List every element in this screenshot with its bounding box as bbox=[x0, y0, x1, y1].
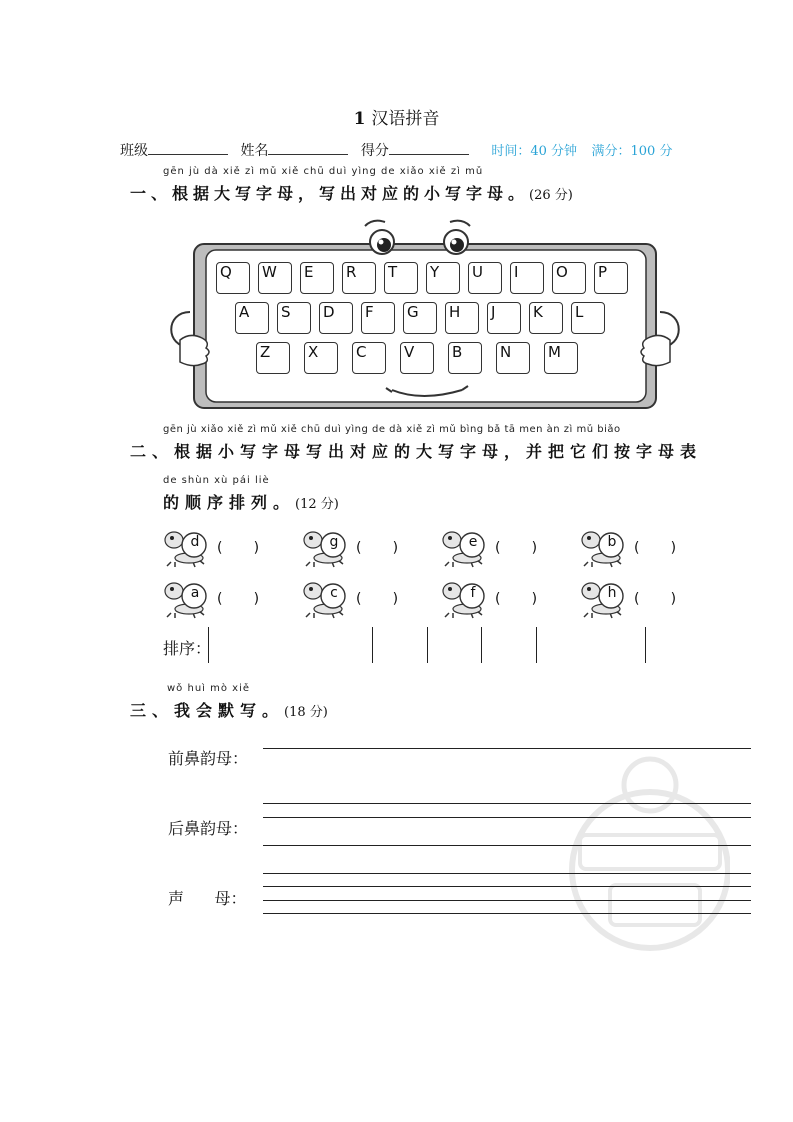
key-m: M bbox=[544, 342, 578, 374]
sort-divider bbox=[372, 627, 373, 663]
key-r: R bbox=[342, 262, 376, 294]
score-label: 得分 bbox=[360, 143, 389, 159]
label-front-nasal: 前鼻韵母： bbox=[168, 749, 249, 768]
write-line-front[interactable] bbox=[263, 748, 751, 749]
turtle-icon bbox=[302, 526, 346, 568]
turtle-icon bbox=[580, 526, 624, 568]
title-text: 汉语拼音 bbox=[371, 109, 440, 129]
sort-divider bbox=[427, 627, 428, 663]
answer-blank[interactable]: ( ) bbox=[356, 591, 399, 607]
name-field[interactable] bbox=[268, 140, 348, 155]
turtle-icon bbox=[441, 526, 485, 568]
q2-pinyin-1: gēn jù xiǎo xiě zì mǔ xiě chū duì yìng de dà xiě zì mǔ bìng bǎ tā men àn zì mǔ biǎo bbox=[163, 424, 621, 435]
page-title bbox=[0, 104, 793, 129]
watermark-logo-icon bbox=[560, 740, 730, 970]
sort-divider bbox=[536, 627, 537, 663]
keyboard-illustration bbox=[160, 212, 690, 412]
q3-pinyin: wǒ huì mò xiě bbox=[167, 683, 250, 694]
key-t: T bbox=[384, 262, 418, 294]
key-j: J bbox=[487, 302, 521, 334]
answer-blank[interactable]: ( ) bbox=[217, 540, 260, 556]
sort-divider bbox=[645, 627, 646, 663]
key-x: X bbox=[304, 342, 338, 374]
key-c: C bbox=[352, 342, 386, 374]
key-o: O bbox=[552, 262, 586, 294]
sort-label: 排序： bbox=[163, 639, 212, 658]
key-v: V bbox=[400, 342, 434, 374]
answer-blank[interactable]: ( ) bbox=[356, 540, 399, 556]
turtle-letter: c bbox=[330, 585, 338, 601]
class-label: 班级 bbox=[120, 143, 148, 159]
key-z: Z bbox=[256, 342, 290, 374]
score-field[interactable] bbox=[389, 140, 469, 155]
key-u: U bbox=[468, 262, 502, 294]
answer-blank[interactable]: ( ) bbox=[217, 591, 260, 607]
answer-blank[interactable]: ( ) bbox=[634, 591, 677, 607]
q1-pinyin: gēn jù dà xiě zì mǔ xiě chū duì yìng de xiǎo xiě zì mǔ bbox=[163, 166, 484, 177]
key-n: N bbox=[496, 342, 530, 374]
key-w: W bbox=[258, 262, 292, 294]
turtle-icon bbox=[302, 577, 346, 619]
key-e: E bbox=[300, 262, 334, 294]
key-f: F bbox=[361, 302, 395, 334]
key-h: H bbox=[445, 302, 479, 334]
answer-blank[interactable]: ( ) bbox=[634, 540, 677, 556]
turtle-icon bbox=[580, 577, 624, 619]
turtle-letter: b bbox=[607, 534, 617, 550]
key-q: Q bbox=[216, 262, 250, 294]
key-k: K bbox=[529, 302, 563, 334]
turtle-letter: e bbox=[468, 534, 478, 550]
info-line bbox=[120, 140, 672, 160]
q2-text-2-main: 的顺序排列。 bbox=[163, 493, 296, 512]
key-a: A bbox=[235, 302, 269, 334]
q3-points: (18 分) bbox=[284, 705, 328, 720]
q3-text bbox=[130, 698, 328, 721]
sort-divider bbox=[481, 627, 482, 663]
sort-divider bbox=[208, 627, 209, 663]
class-field[interactable] bbox=[148, 140, 228, 155]
name-label: 姓名 bbox=[240, 143, 269, 159]
q2-points: (12 分) bbox=[295, 497, 339, 512]
title-number: 1 bbox=[353, 109, 366, 129]
turtle-letter: h bbox=[607, 585, 617, 601]
turtle-letter: a bbox=[190, 585, 200, 601]
q2-text-1: 二、根据小写字母写出对应的大写字母，并把它们按字母表 bbox=[130, 442, 703, 461]
write-line-initials[interactable] bbox=[263, 873, 751, 874]
turtle-letter: f bbox=[470, 585, 476, 601]
turtle-icon bbox=[163, 577, 207, 619]
key-d: D bbox=[319, 302, 353, 334]
time-limit: 时间：40 分钟 bbox=[491, 144, 578, 159]
q3-text-main: 三、我会默写。 bbox=[130, 701, 285, 720]
key-l: L bbox=[571, 302, 605, 334]
write-line-back[interactable] bbox=[263, 845, 751, 846]
answer-blank[interactable]: ( ) bbox=[495, 540, 538, 556]
write-line-back[interactable] bbox=[263, 817, 751, 818]
key-i: I bbox=[510, 262, 544, 294]
turtle-icon bbox=[163, 526, 207, 568]
q1-text bbox=[130, 181, 573, 204]
key-g: G bbox=[403, 302, 437, 334]
key-s: S bbox=[277, 302, 311, 334]
key-y: Y bbox=[426, 262, 460, 294]
key-p: P bbox=[594, 262, 628, 294]
full-score: 满分：100 分 bbox=[591, 144, 673, 159]
q2-pinyin-2: de shùn xù pái liè bbox=[163, 475, 270, 486]
q2-text-2 bbox=[163, 490, 339, 513]
answer-blank[interactable]: ( ) bbox=[495, 591, 538, 607]
q1-points: (26 分) bbox=[529, 188, 573, 203]
write-line-initials[interactable] bbox=[263, 886, 751, 887]
label-initials: 声 母： bbox=[168, 889, 247, 908]
turtle-icon bbox=[441, 577, 485, 619]
write-line-initials[interactable] bbox=[263, 913, 751, 914]
write-line-back[interactable] bbox=[263, 803, 751, 804]
label-back-nasal: 后鼻韵母： bbox=[168, 819, 249, 838]
q1-text-main: 一、根据大写字母，写出对应的小写字母。 bbox=[130, 184, 530, 203]
turtle-letter: g bbox=[329, 534, 339, 550]
write-line-initials[interactable] bbox=[263, 900, 751, 901]
key-b: B bbox=[448, 342, 482, 374]
turtle-letter: d bbox=[190, 534, 200, 550]
